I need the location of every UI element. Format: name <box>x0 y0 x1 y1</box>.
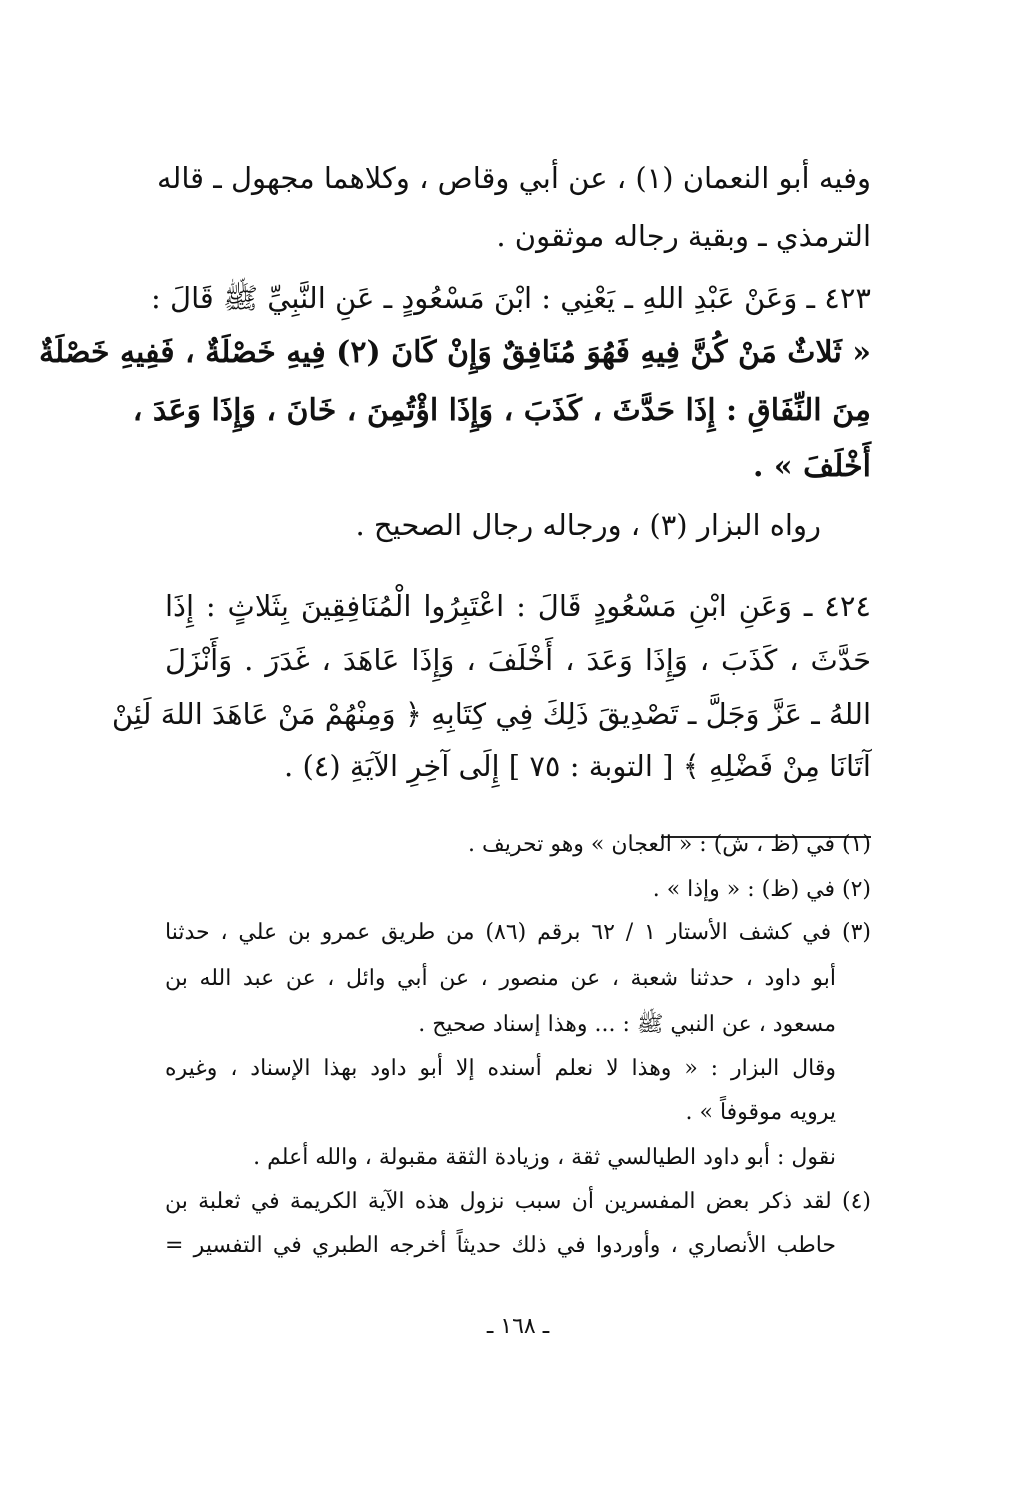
footnote-3-line-4: وقال البزار : « وهذا لا نعلم أسنده إلا أبو داود بهذا الإسناد ، وغيره <box>165 1056 836 1081</box>
footnote-3-line-2: أبو داود ، حدثنا شعبة ، عن منصور ، عن أبي وائل ، عن عبد الله بن <box>165 966 836 991</box>
hadith-424-line-3: اللهُ ـ عَزَّ وَجَلَّ ـ تَصْدِيقَ ذَلِكَ فِي كِتَابِهِ ﴿ وَمِنْهُمْ مَنْ عَاهَدَ اللهَ لَئِنْ <box>111 697 871 731</box>
hadith-423-line-1: ٤٢٣ ـ وَعَنْ عَبْدِ اللهِ ـ يَعْنِي : ابْنَ مَسْعُودٍ ـ عَنِ النَّبِيِّ ﷺ قَالَ : <box>151 281 871 315</box>
footnote-2: (٢) في (ظ) : « وإذا » . <box>652 877 871 902</box>
hadith-424-line-1: ٤٢٤ ـ وَعَنِ ابْنِ مَسْعُودٍ قَالَ : اعْتَبِرُوا الْمُنَافِقِينَ بِثَلاثٍ : إِذَا <box>165 589 871 623</box>
footnote-3-line-5: يرويه موقوفاً » . <box>685 1100 836 1125</box>
footnote-4-line-1: (٤) لقد ذكر بعض المفسرين أن سبب نزول هذه الآية الكريمة في ثعلبة بن <box>165 1189 871 1214</box>
footnote-3-line-1: (٣) في كشف الأستار ١ / ٦٢ برقم (٨٦) من طريق عمرو بن علي ، حدثنا <box>165 920 871 945</box>
hadith-424-line-2: حَدَّثَ ، كَذَبَ ، وَإِذَا وَعَدَ ، أَخْلَفَ ، وَإِذَا عَاهَدَ ، غَدَرَ . وَأَنْزَلَ <box>165 643 871 677</box>
body-line-2: الترمذي ـ وبقية رجاله موثقون . <box>496 219 871 253</box>
hadith-423-line-3: مِنَ النِّفَاقِ : إِذَا حَدَّثَ ، كَذَبَ ، وَإِذَا اؤْتُمِنَ ، خَانَ ، وَإِذَا وَعَدَ ، <box>132 393 871 428</box>
hadith-423-line-4: أَخْلَفَ » . <box>753 449 871 484</box>
footnote-3-line-3: مسعود ، عن النبي ﷺ : ... وهذا إسناد صحيح . <box>418 1012 836 1037</box>
hadith-424-line-4: آتَانَا مِنْ فَضْلِهِ ﴾ [ التوبة : ٧٥ ] إِلَى آخِرِ الآيَةِ (٤) . <box>284 749 871 783</box>
hadith-423-line-2: « ثَلاثٌ مَنْ كُنَّ فِيهِ فَهُوَ مُنَافِقٌ وَإِنْ كَانَ (٢) فِيهِ خَصْلَةٌ ، فَفِيهِ خَصْلَةٌ <box>38 335 871 370</box>
footnote-1: (١) في (ظ ، ش) : « العجان » وهو تحريف . <box>467 832 871 857</box>
footnote-3-note: نقول : أبو داود الطيالسي ثقة ، وزيادة الثقة مقبولة ، والله أعلم . <box>253 1145 836 1170</box>
footnote-4-line-2: حاطب الأنصاري ، وأوردوا في ذلك حديثاً أخرجه الطبري في التفسير = <box>165 1233 836 1258</box>
hadith-423-source: رواه البزار (٣) ، ورجاله رجال الصحيح . <box>355 508 821 542</box>
body-line-1: وفيه أبو النعمان (١) ، عن أبي وقاص ، وكلاهما مجهول ـ قاله <box>156 161 871 195</box>
page-number: ـ ١٦٨ ـ <box>486 1314 550 1339</box>
